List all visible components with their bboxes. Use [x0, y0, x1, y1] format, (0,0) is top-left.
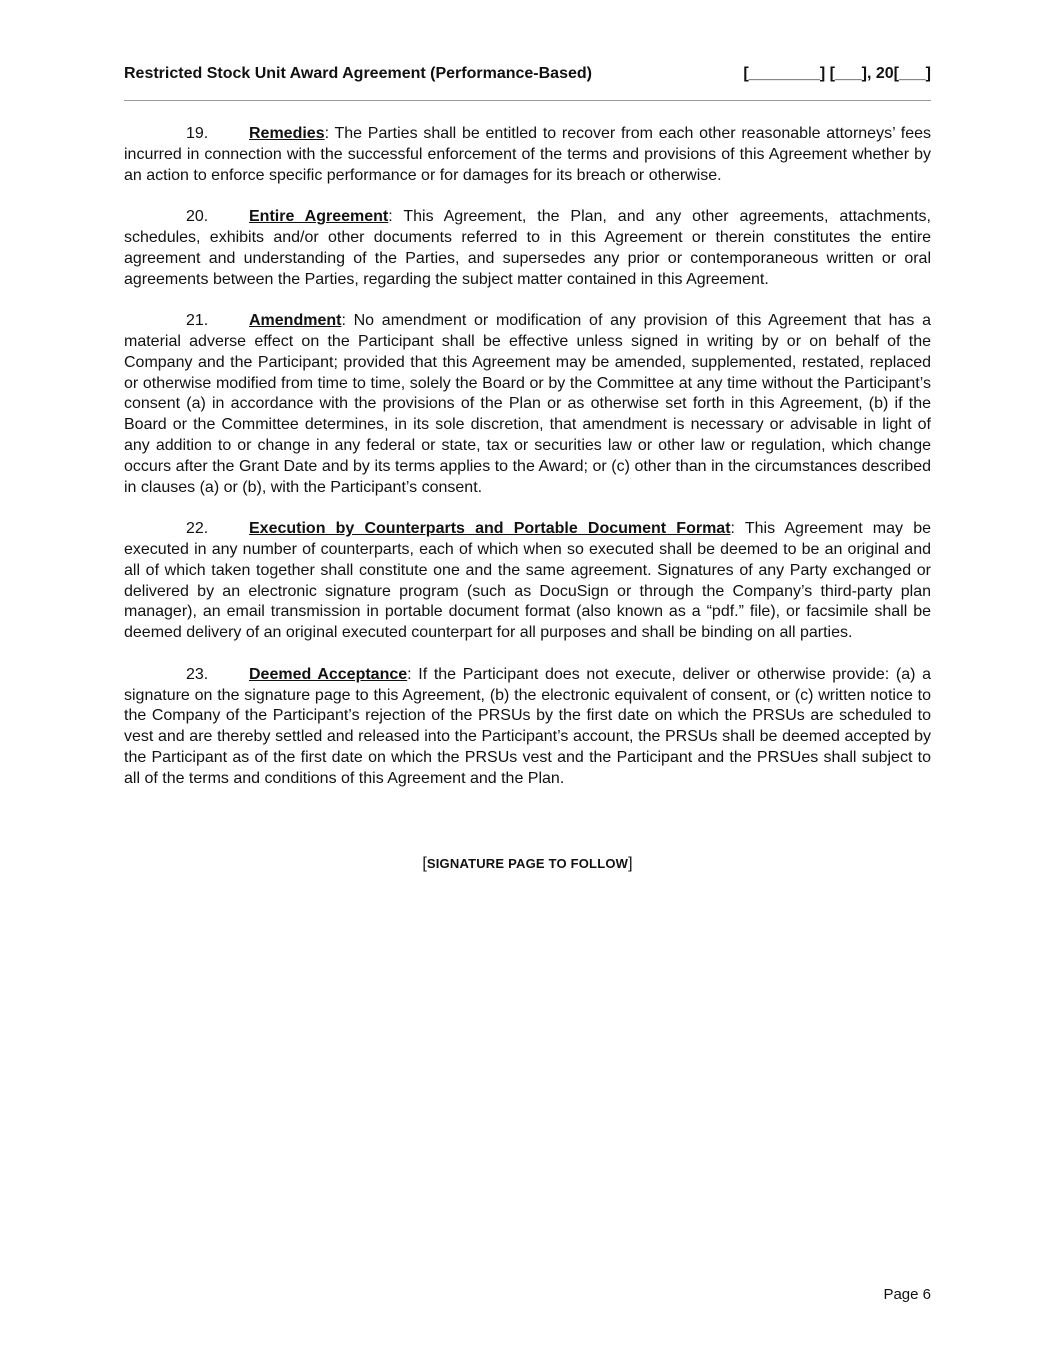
section-number: 21.	[186, 312, 209, 330]
section-text: : No amendment or modification of any provision of this Agreement that has a material adverse effect on the Participant shall be effective unless signed in writing by or on behalf of the Company and the Participant; provided that this Agreement may be amended, supplemented, restated, replaced or otherwise modified from time to time, solely the Board or by the Committee at any time without the Participant’s consent (a) in accordance with the provisions of the Plan or as otherwise set forth in this Agreement, (b) if the Board or the Committee determines, in its sole discretion, that amendment is necessary or advisable in light of any addition to or change in any federal or state, tax or securities law or other law or regulation, which change occurs after the Grant Date and by its terms applies to the Award; or (c) other than in the circumstances described in clauses (a) or (b), with the Participant’s consent.	[124, 312, 931, 496]
section-heading: Amendment	[249, 312, 342, 330]
section-21	[124, 311, 931, 498]
section-20	[124, 207, 931, 290]
header-divider	[124, 100, 931, 101]
open-bracket: [	[422, 855, 427, 872]
section-number: 22.	[186, 520, 209, 538]
section-number: 19.	[186, 125, 209, 142]
section-23	[124, 665, 931, 790]
section-heading: Execution by Counterparts and Portable Document Format	[249, 520, 731, 538]
section-number: 23.	[186, 665, 209, 683]
section-22	[124, 519, 931, 644]
section-19	[124, 124, 931, 186]
document-body	[124, 124, 931, 810]
signature-page-label: SIGNATURE PAGE TO FOLLOW	[426, 856, 629, 871]
section-text: : The Parties shall be entitled to recover from each other reasonable attorneys’ fees incurred in connection with the successful enforcement of the terms and provisions of this Agreement whether by an action to enforce specific performance or for damages for its breach or otherwise.	[124, 125, 931, 184]
section-text: : This Agreement, the Plan, and any other agreements, attachments, schedules, exhibits and/or other documents referred to in this Agreement or therein constitutes the entire agreement and understanding of the Parties, and supersedes any prior or contemporaneous written or oral agreements between the Parties, regarding the subject matter contained in this Agreement.	[124, 208, 931, 288]
section-text: : If the Participant does not execute, deliver or otherwise provide: (a) a signature on the signature page to this Agreement, (b) the electronic equivalent of consent, or (c) written notice to the Company of the Participant’s rejection of the PRSUs by the first date on which the PRSUs are scheduled to vest and are thereby settled and released into the Participant’s account, the PRSUs shall be deemed accepted by the Participant as of the first date on which the PRSUs vest and the Participant and the PRSUes shall subject to all of the terms and conditions of this Agreement and the Plan.	[124, 665, 932, 787]
page-number: Page 6	[883, 1286, 931, 1303]
signature-page-notice	[124, 854, 931, 874]
document-title: Restricted Stock Unit Award Agreement (Performance-Based)	[124, 65, 592, 82]
section-heading: Deemed Acceptance	[249, 665, 408, 683]
page-header	[124, 62, 931, 86]
section-heading: Remedies	[249, 125, 325, 142]
section-heading: Entire Agreement	[249, 208, 389, 226]
section-number: 20.	[186, 208, 209, 226]
close-bracket: ]	[628, 855, 633, 872]
date-placeholder: [________] [___], 20[___]	[743, 65, 931, 82]
section-text: : This Agreement may be executed in any number of counterparts, each of which when so executed shall be deemed to be an original and all of which taken together shall constitute one and the same agreement. Signatures of any Party exchanged or delivered by an electronic signature program (such as DocuSign or through the Company’s third-party plan manager), an email transmission in portable document format (also known as a “pdf.” file), or facsimile shall be deemed delivery of an original executed counterpart for all purposes and shall be binding on all parties.	[124, 520, 932, 642]
